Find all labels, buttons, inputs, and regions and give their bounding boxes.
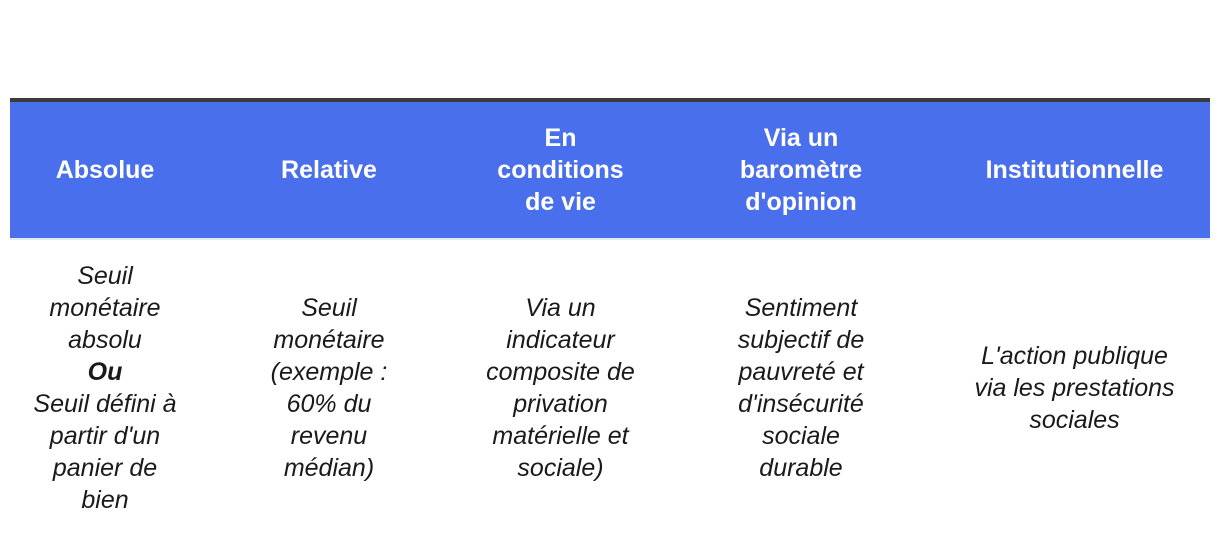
header-barometre [663,100,939,239]
cell-line: matérielle et [492,422,629,450]
cell-line: monétaire [49,294,161,322]
header-line: Relative [281,156,377,184]
cell-line: L'action publique [981,342,1168,370]
cell-or-keyword: Ou [87,358,123,386]
header-line: baromètre [739,156,863,184]
cell-line: durable [759,454,843,482]
header-conditions-de-vie [458,100,663,239]
cell-line: sociale) [517,454,604,482]
cell-line: sociales [1029,406,1120,434]
header-line: de vie [525,188,596,216]
cell-line: Via un [525,294,596,322]
cell-line: 60% du [286,390,372,418]
header-line: Absolue [55,156,155,184]
table-header [10,100,1210,239]
poverty-approaches-table [10,98,1210,536]
cell-line: d'insécurité [738,390,864,418]
header-row [10,100,1210,239]
header-institutionnelle [939,100,1210,239]
cell-line: bien [81,486,129,514]
header-absolue [10,100,200,239]
cell-line: Seuil [77,262,133,290]
cell-line: composite de [486,358,635,386]
cell-line: pauvreté et [738,358,864,386]
cell-line: monétaire [273,326,385,354]
header-line: Via un [763,124,839,152]
cell-absolue [10,239,200,536]
cell-line: Seuil [301,294,357,322]
header-line: d'opinion [745,188,857,216]
cell-line: indicateur [506,326,615,354]
cell-line: subjectif de [737,326,865,354]
header-line: Institutionnelle [985,156,1164,184]
cell-line: revenu [290,422,368,450]
cell-line: Sentiment [744,294,858,322]
cell-line: partir d'un [49,422,161,450]
header-line: En conditions [497,124,624,184]
cell-line: panier de [52,454,158,482]
cell-line: absolu [68,326,142,354]
cell-institutionnelle [939,239,1210,536]
table-body [10,239,1210,536]
cell-line: médian) [283,454,375,482]
cell-barometre [663,239,939,536]
poverty-approaches-table-container [10,98,1210,536]
table-row [10,239,1210,536]
cell-line: sociale [762,422,840,450]
cell-line: Seuil défini à [33,390,177,418]
cell-conditions-de-vie [458,239,663,536]
cell-line: (exemple : [270,358,388,386]
cell-line: via les prestations [974,374,1175,402]
cell-relative [200,239,458,536]
header-relative [200,100,458,239]
cell-line: privation [513,390,608,418]
